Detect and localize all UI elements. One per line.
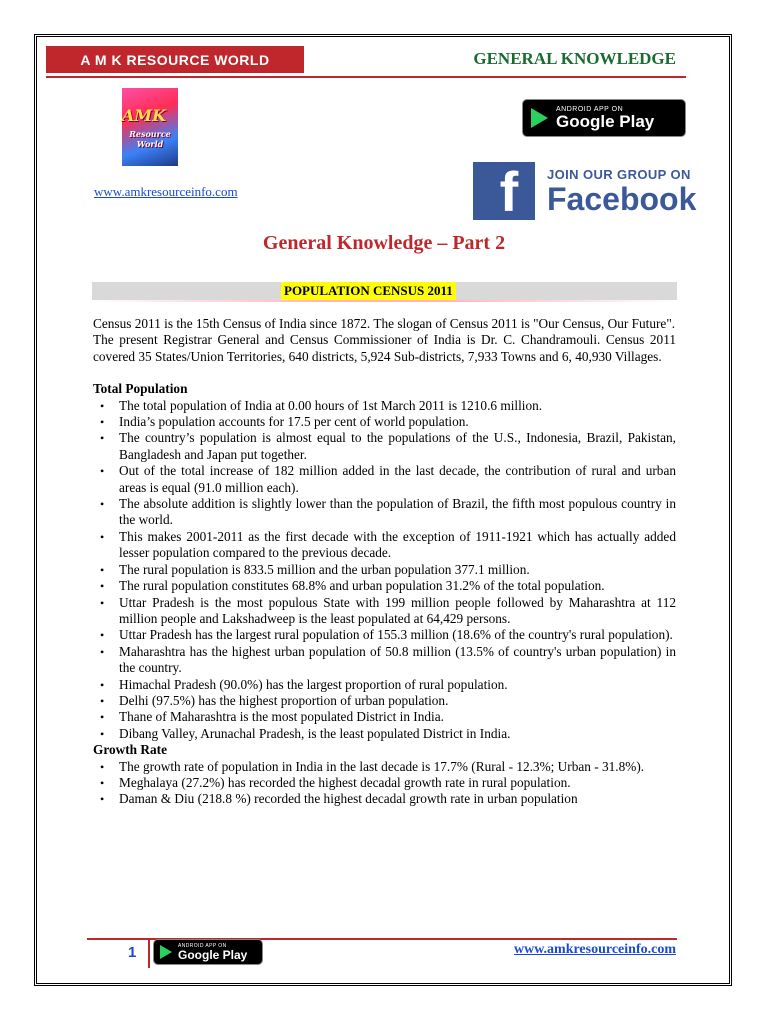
category-heading: GENERAL KNOWLEDGE [473, 49, 676, 68]
intro-paragraph: The present Registrar General and Census Commissioner of India is Dr. C. Chandramouli. Census 2011 covered 35 States/Union Territories, 640 districts, 5,924 Sub-districts, 7,933 Towns and 6, 40,930 Villages. [93, 332, 676, 364]
brand-name: A M K RESOURCE WORLD [80, 51, 270, 68]
footer-website-link[interactable]: www.amkresourceinfo.com [513, 942, 676, 957]
growth-rate-list [93, 759, 676, 808]
list-item: • Uttar Pradesh is the most populous State with 199 million people followed by Maharashtra at 112 million people and Lakshadweep is the least populated at 64,429 persons. [119, 595, 676, 628]
list-item: • Maharashtra has the highest urban population of 50.8 million (13.5% of country's urban population) in the country. [119, 644, 676, 677]
list-item: • Daman & Diu (218.8 %) recorded the highest decadal growth rate in urban population [119, 791, 676, 807]
facebook-group-banner[interactable] [473, 160, 713, 223]
list-item: • Delhi (97.5%) has the highest proportion of urban population. [119, 693, 676, 709]
list-item: • The rural population constitutes 68.8% and urban population 31.2% of the total population. [119, 578, 676, 594]
growth-rate-heading: Growth Rate [93, 742, 167, 758]
google-play-icon [160, 945, 172, 959]
page-number: 1 [128, 944, 137, 961]
facebook-icon: f [473, 162, 535, 220]
google-play-small-label: ANDROID APP ON [556, 106, 624, 113]
facebook-wordmark: Facebook [547, 180, 697, 217]
intro-paragraph: Census 2011 is the 15th Census of India since 1872. The slogan of Census 2011 is "Our Census, Our Future". [93, 316, 676, 331]
document-body [93, 316, 676, 808]
list-item: • The total population of India at 0.00 hours of 1st March 2011 is 1210.6 million. [119, 398, 676, 414]
website-link[interactable]: www.amkresourceinfo.com [94, 184, 238, 199]
list-item: • Dibang Valley, Arunachal Pradesh, is the least populated District in India. [119, 726, 676, 742]
logo-subtext: Resource World [129, 128, 171, 149]
list-item: • Thane of Maharashtra is the most populated District in India. [119, 709, 676, 725]
list-item: • This makes 2001-2011 as the first decade with the exception of 1911-1921 which has actually added lesser population compared to the previous decade. [119, 529, 676, 562]
list-item: • Meghalaya (27.2%) has recorded the highest decadal growth rate in rural population. [119, 775, 676, 791]
google-play-small-label: ANDROID APP ON [178, 943, 227, 949]
facebook-join-label: JOIN OUR GROUP ON [547, 166, 691, 182]
section-title: POPULATION CENSUS 2011 [281, 282, 456, 300]
total-population-heading: Total Population [93, 381, 188, 397]
page-title: General Knowledge – Part 2 [262, 232, 506, 254]
footer-google-play-badge[interactable] [153, 939, 263, 965]
list-item: • Out of the total increase of 182 million added in the last decade, the contribution of rural and urban areas is equal (91.0 million each). [119, 463, 676, 496]
google-play-icon [531, 108, 548, 128]
section-underline [92, 300, 677, 302]
list-item: • India’s population accounts for 17.5 per cent of world population. [119, 414, 676, 430]
brand-banner [46, 46, 304, 73]
header-divider [46, 76, 686, 78]
logo-text: AMK [122, 105, 167, 125]
page-number-separator [148, 940, 150, 968]
google-play-badge[interactable] [522, 99, 686, 137]
list-item: • Uttar Pradesh has the largest rural population of 155.3 million (18.6% of the country's rural population). [119, 627, 676, 643]
list-item: • The rural population is 833.5 million and the urban population 377.1 million. [119, 562, 676, 578]
list-item: • Himachal Pradesh (90.0%) has the largest proportion of rural population. [119, 677, 676, 693]
google-play-label: Google Play [178, 948, 248, 962]
total-population-list [93, 398, 676, 743]
list-item: • The absolute addition is slightly lower than the population of Brazil, the fifth most populous country in the world. [119, 496, 676, 529]
list-item: • The country’s population is almost equal to the populations of the U.S., Indonesia, Brazil, Pakistan, Bangladesh and Japan put together. [119, 430, 676, 463]
list-item: • The growth rate of population in India in the last decade is 17.7% (Rural - 12.3%; Urban - 31.8%). [119, 759, 676, 775]
google-play-label: Google Play [556, 112, 655, 131]
amk-logo[interactable] [122, 88, 178, 166]
